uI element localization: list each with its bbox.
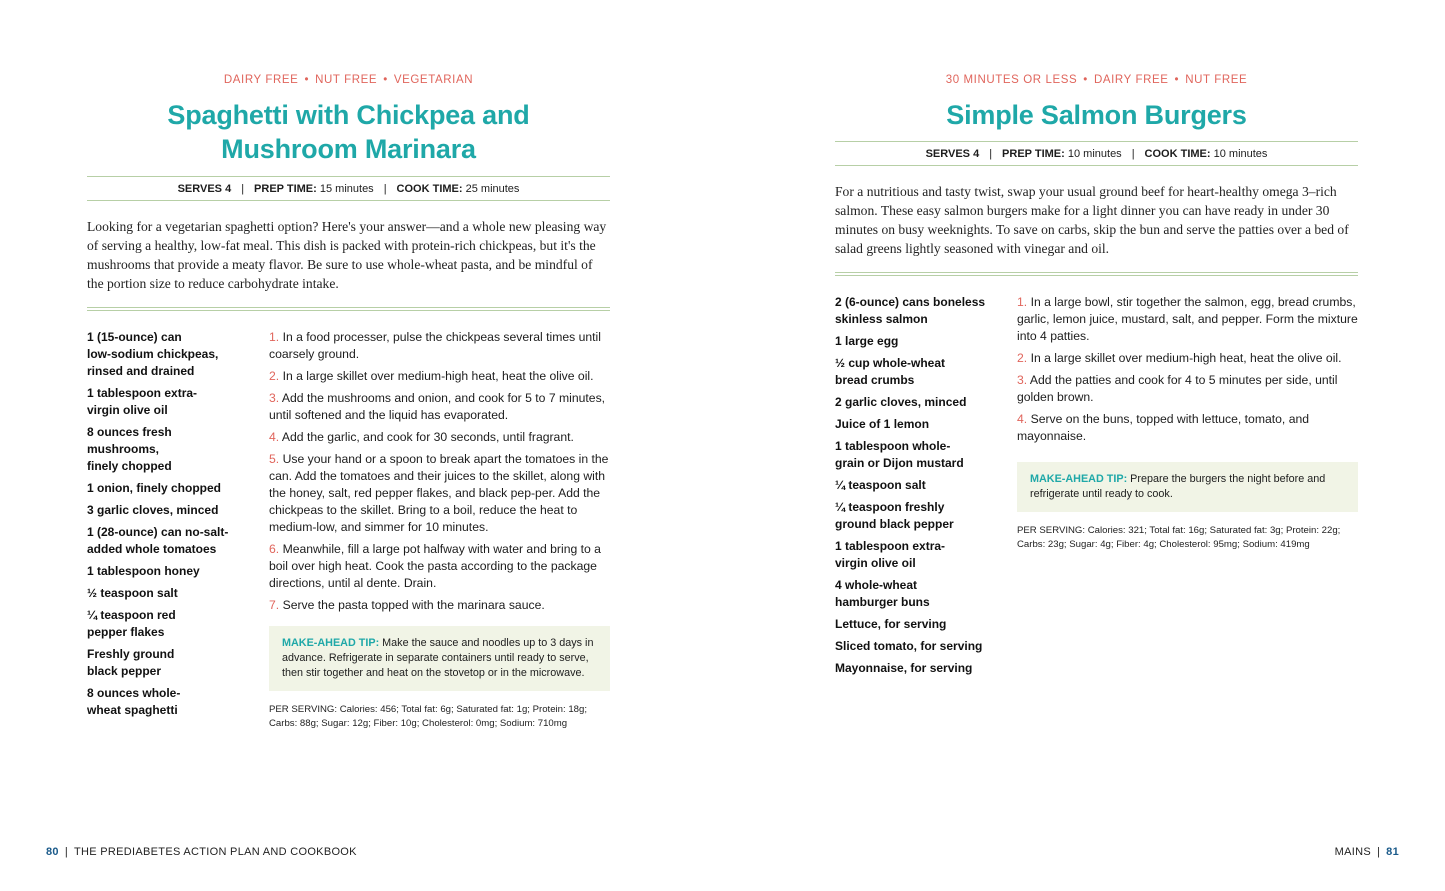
- right-page: [835, 0, 1358, 675]
- page-number: 80: [46, 846, 59, 858]
- tag: NUT FREE: [1185, 74, 1248, 86]
- recipe-meta: SERVES 4 | PREP TIME: 10 minutes | COOK TIME: 10 minutes: [835, 141, 1358, 166]
- ingredient-item: Mayonnaise, for serving: [835, 661, 973, 675]
- step-item: [1017, 294, 1358, 345]
- step-list: [269, 329, 610, 731]
- step-number: 1.: [1017, 295, 1028, 309]
- tag: 30 MINUTES OR LESS: [945, 74, 1078, 86]
- ingredient-list: [87, 329, 247, 724]
- tag: DAIRY FREE: [223, 74, 299, 86]
- ingredient-item: 1 tablespoon extra- virgin olive oil: [835, 539, 946, 570]
- ingredient-item: ¼ teaspoon freshly ground black pepper: [835, 500, 954, 531]
- ingredient-item: 1 onion, finely chopped: [87, 481, 222, 495]
- step-item: [269, 597, 610, 614]
- recipe-tags: 30 MINUTES OR LESS • DAIRY FREE • NUT FREE: [945, 74, 1248, 86]
- ingredient-item: 1 tablespoon honey: [87, 564, 200, 578]
- step-item: [269, 541, 610, 592]
- book-title: THE PREDIABETES ACTION PLAN AND COOKBOOK: [74, 846, 357, 858]
- step-item: [1017, 350, 1358, 367]
- ingredient-item: 1 (15-ounce) can low-sodium chickpeas, rinsed and drained: [87, 330, 219, 378]
- ingredient-item: 4 whole-wheat hamburger buns: [835, 578, 930, 609]
- step-text: Meanwhile, fill a large pot halfway with water and bring to a boil over high heat. Cook the pasta according to the package directions, until al dente. Drain.: [269, 542, 601, 590]
- divider: [87, 307, 610, 311]
- recipe-tags: DAIRY FREE • NUT FREE • VEGETARIAN: [223, 74, 474, 86]
- step-text: In a large skillet over medium-high heat, heat the olive oil.: [282, 369, 594, 383]
- left-footer: 80 | THE PREDIABETES ACTION PLAN AND COOKBOOK: [46, 846, 357, 858]
- ingredient-item: Juice of 1 lemon: [835, 417, 930, 431]
- step-number: 4.: [269, 430, 280, 444]
- step-number: 4.: [1017, 412, 1028, 426]
- step-number: 2.: [269, 369, 280, 383]
- step-text: Serve the pasta topped with the marinara sauce.: [282, 598, 545, 612]
- prep-time: 10 minutes: [1067, 148, 1122, 160]
- ingredient-item: 1 (28-ounce) can no-salt- added whole tomatoes: [87, 525, 229, 556]
- prep-time: 15 minutes: [319, 183, 374, 195]
- ingredient-item: 1 large egg: [835, 334, 899, 348]
- tag: DAIRY FREE: [1093, 74, 1169, 86]
- recipe-intro: Looking for a vegetarian spaghetti option? Here's your answer—and a whole new pleasing way of serving a healthy, low-fat meal. This dish is packed with protein-rich chickpeas, but it's the mushrooms that provide a meaty flavor. Be sure to use whole-wheat pasta, and be mindful of the portion size to reduce carbohydrate intake.: [87, 219, 607, 291]
- ingredient-item: 1 tablespoon extra- virgin olive oil: [87, 386, 198, 417]
- cook-time: 25 minutes: [465, 183, 520, 195]
- serves: SERVES 4: [177, 183, 232, 195]
- ingredient-item: 2 garlic cloves, minced: [835, 395, 967, 409]
- ingredient-list: [835, 294, 1005, 682]
- tag: NUT FREE: [315, 74, 378, 86]
- step-number: 5.: [269, 452, 280, 466]
- step-text: Add the mushrooms and onion, and cook for 5 to 7 minutes, until softened and the liquid has evaporated.: [269, 391, 606, 422]
- step-list: [1017, 294, 1358, 552]
- step-item: [1017, 411, 1358, 445]
- tag: VEGETARIAN: [393, 74, 474, 86]
- step-item: [269, 429, 610, 446]
- make-ahead-tip: MAKE-AHEAD TIP: Make the sauce and noodles up to 3 days in advance. Refrigerate in separate containers until ready to serve, then stir together and heat on the stovetop or in the microwave.: [269, 626, 610, 691]
- ingredient-item: ½ teaspoon salt: [87, 586, 178, 600]
- page-number: 81: [1386, 846, 1399, 858]
- step-text: In a food processer, pulse the chickpeas several times until coarsely ground.: [269, 330, 601, 361]
- section-name: MAINS: [1334, 846, 1371, 858]
- step-item: [1017, 372, 1358, 406]
- ingredient-item: 8 ounces fresh mushrooms, finely chopped: [87, 425, 172, 473]
- cook-time: 10 minutes: [1213, 148, 1268, 160]
- step-text: Add the garlic, and cook for 30 seconds, until fragrant.: [281, 430, 574, 444]
- serves: SERVES 4: [925, 148, 980, 160]
- step-number: 6.: [269, 542, 280, 556]
- step-text: Add the patties and cook for 4 to 5 minutes per side, until golden brown.: [1017, 373, 1338, 404]
- step-number: 2.: [1017, 351, 1028, 365]
- step-number: 7.: [269, 598, 280, 612]
- step-item: [269, 451, 610, 536]
- recipe-meta: SERVES 4 | PREP TIME: 15 minutes | COOK TIME: 25 minutes: [87, 176, 610, 201]
- ingredient-item: Sliced tomato, for serving: [835, 639, 983, 653]
- step-text: Use your hand or a spoon to break apart the tomatoes in the can. Add the tomatoes and their juices to the skillet, along with the honey, salt, red pepper flakes, and black pep-per. Add the chickpeas to the skillet. Bring to a boil, reduce the heat to medium-low, and simmer for 10 minutes.: [269, 452, 609, 534]
- recipe-intro: For a nutritious and tasty twist, swap your usual ground beef for heart-healthy omega 3–rich salmon. These easy salmon burgers make for a light dinner you can have ready in under 30 minutes on busy weeknights. To save on carbs, skip the bun and serve the patties over a bed of salad greens lightly seasoned with vinegar and oil.: [835, 184, 1349, 256]
- right-footer: MAINS | 81: [1334, 846, 1399, 858]
- ingredient-item: Freshly ground black pepper: [87, 647, 175, 678]
- ingredient-item: ¼ teaspoon salt: [835, 478, 926, 492]
- step-text: Serve on the buns, topped with lettuce, tomato, and mayonnaise.: [1017, 412, 1310, 443]
- ingredient-item: ¼ teaspoon red pepper flakes: [87, 608, 176, 639]
- left-page: [87, 0, 610, 729]
- ingredient-item: Lettuce, for serving: [835, 617, 947, 631]
- ingredient-item: ½ cup whole-wheat bread crumbs: [835, 356, 946, 387]
- step-text: In a large bowl, stir together the salmon, egg, bread crumbs, garlic, lemon juice, mustard, salt, and pepper. Form the mixture into 4 patties.: [1017, 295, 1358, 343]
- step-number: 3.: [269, 391, 280, 405]
- step-item: [269, 390, 610, 424]
- recipe-title: Simple Salmon Burgers: [946, 100, 1247, 130]
- step-number: 1.: [269, 330, 280, 344]
- nutrition-info: PER SERVING: Calories: 456; Total fat: 6g; Saturated fat: 1g; Protein: 18g; Carbs: 88g; Sugar: 12g; Fiber: 10g; Cholesterol: 0mg; Sodium: 710mg: [269, 704, 588, 729]
- step-item: [269, 329, 610, 363]
- ingredient-item: 1 tablespoon whole- grain or Dijon mustard: [835, 439, 964, 470]
- step-number: 3.: [1017, 373, 1028, 387]
- ingredient-item: 2 (6-ounce) cans boneless skinless salmon: [835, 295, 986, 326]
- make-ahead-tip: MAKE-AHEAD TIP: Prepare the burgers the night before and refrigerate until ready to cook.: [1017, 462, 1358, 512]
- ingredient-item: 3 garlic cloves, minced: [87, 503, 219, 517]
- divider: [835, 272, 1358, 276]
- step-text: In a large skillet over medium-high heat, heat the olive oil.: [1030, 351, 1342, 365]
- ingredient-item: 8 ounces whole- wheat spaghetti: [87, 686, 181, 717]
- recipe-title: Spaghetti with Chickpea and Mushroom Marinara: [167, 100, 530, 164]
- nutrition-info: PER SERVING: Calories: 321; Total fat: 16g; Saturated fat: 3g; Protein: 22g; Carbs: 23g; Sugar: 4g; Fiber: 4g; Cholesterol: 95mg; Sodium: 419mg: [1017, 525, 1341, 550]
- step-item: [269, 368, 610, 385]
